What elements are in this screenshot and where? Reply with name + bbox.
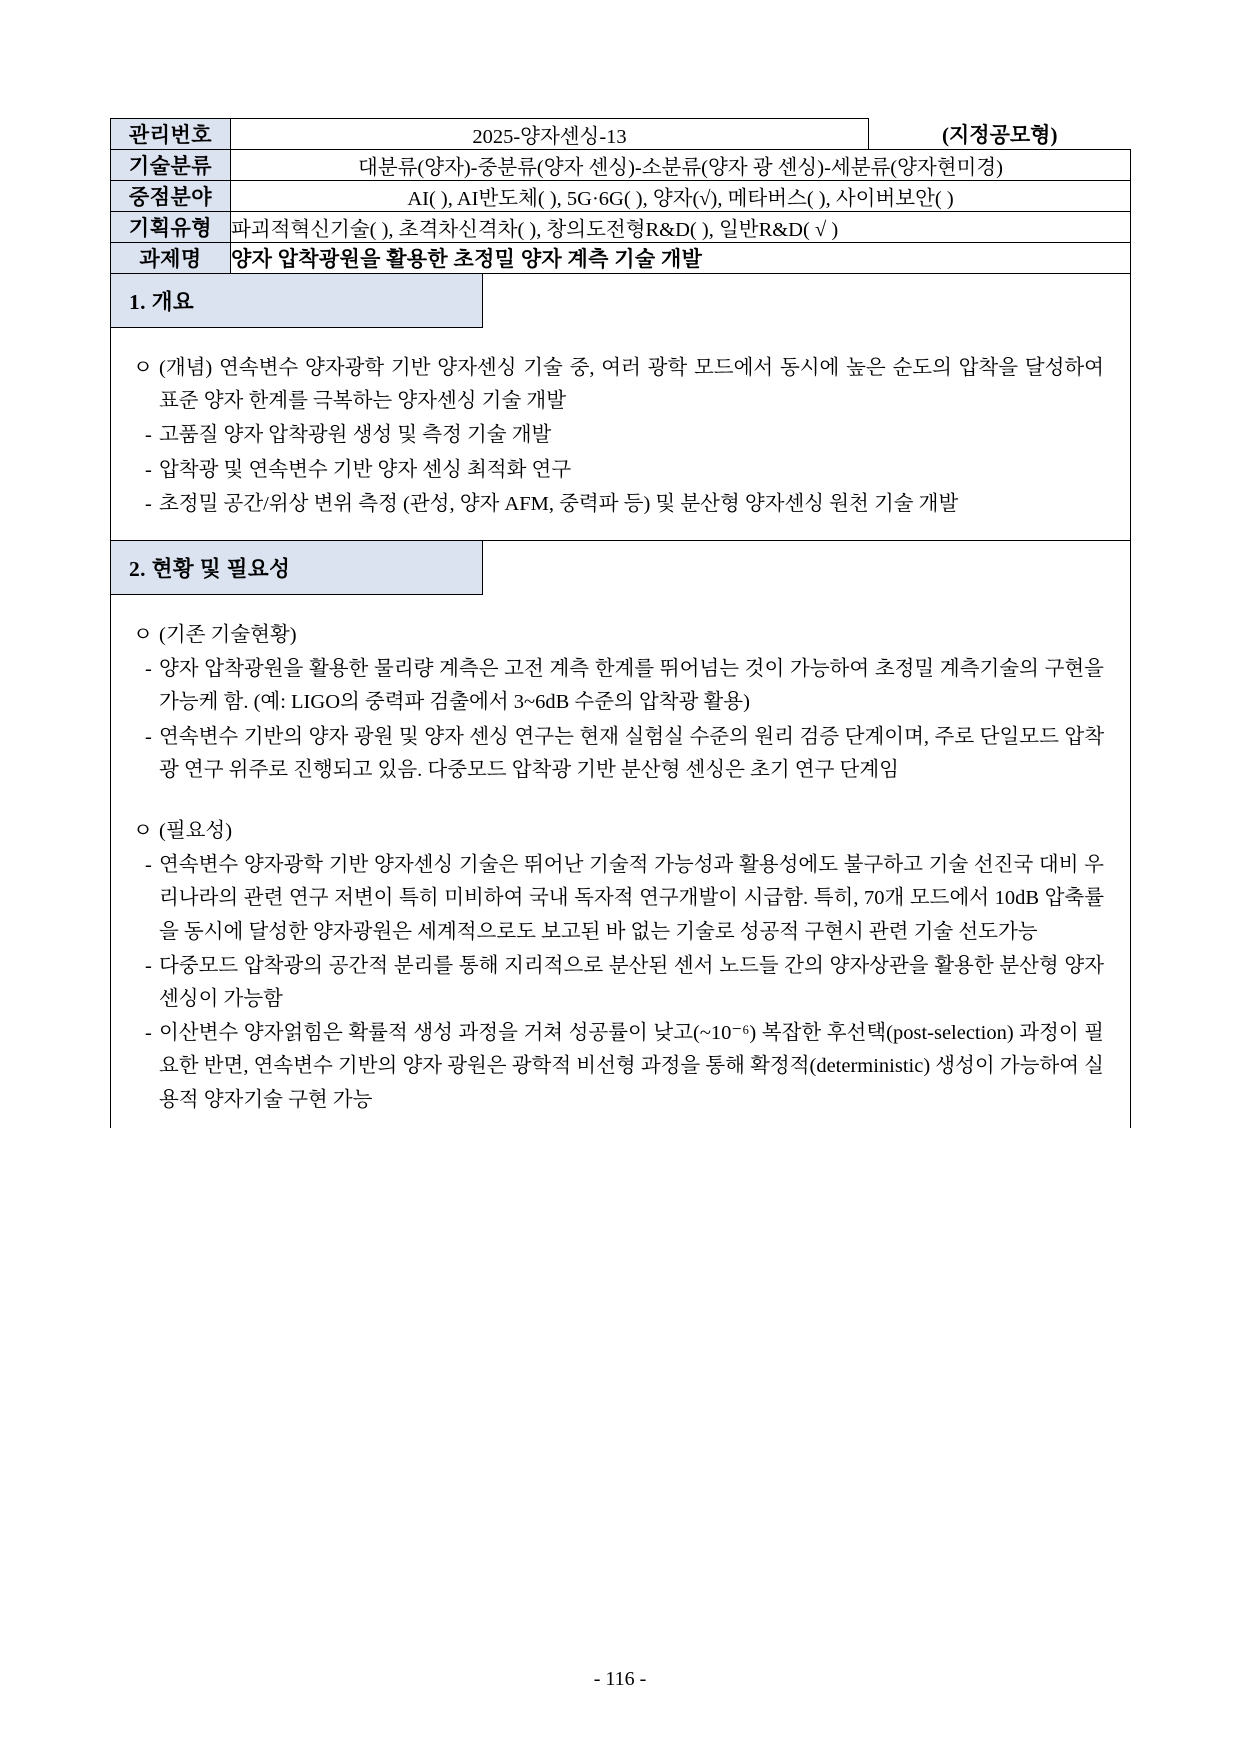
section-overview-title: 1. 개요: [111, 274, 483, 328]
table-row-focus-area: [111, 181, 1131, 212]
list-item-text: 연속변수 양자광학 기반 양자센싱 기술은 뛰어난 기술적 가능성과 활용성에도 불구하고 기술 선진국 대비 우리나라의 관련 연구 저변이 특히 미비하여 국내 독자적 연구개발이 시급함. 특히, 70개 모드에서 10dB 압축률을 동시에 달성한 양자광원은 세계적으로도 보고된 바 없는 기술로 성공적 구현시 관련 기술 선도가능: [159, 854, 1104, 943]
section-status-body: [111, 595, 1130, 1128]
bullet-marker: ㅇ: [133, 357, 153, 379]
table-row-section-status: [111, 541, 1131, 1128]
bullet-marker: -: [145, 458, 152, 481]
list-item: [133, 1017, 1104, 1117]
bullet-marker: -: [145, 954, 152, 977]
designation-label: (지정공모형): [942, 122, 1058, 147]
list-item: [133, 849, 1104, 949]
bullet-marker: -: [145, 854, 152, 877]
list-item-text: 압착광 및 연속변수 기반 양자 센싱 최적화 연구: [159, 458, 572, 481]
value-planning-type: 파괴적혁신기술( ), 초격차신격차( ), 창의도전형R&D( ), 일반R&D( √ ): [231, 212, 1131, 243]
list-item-text: 연속변수 기반의 양자 광원 및 양자 센싱 연구는 현재 실험실 수준의 원리 검증 단계이며, 주로 단일모드 압착광 연구 위주로 진행되고 있음. 다중모드 압착광 기반 분산형 센싱은 초기 연구 단계임: [159, 725, 1104, 781]
table-row-project-title: [111, 243, 1131, 274]
table-row-tech-classification: [111, 150, 1131, 181]
section-status-title: 2. 현황 및 필요성: [111, 541, 483, 595]
list-item-text: 고품질 양자 압착광원 생성 및 측정 기술 개발: [159, 424, 552, 447]
bullet-marker: -: [145, 1022, 152, 1045]
bullet-marker: [133, 788, 159, 814]
page-number: - 116 -: [593, 1668, 647, 1690]
list-item: [133, 619, 1104, 652]
list-item-text: 초정밀 공간/위상 변위 측정 (관성, 양자 AFM, 중력파 등) 및 분산형 양자센싱 원천 기술 개발: [159, 492, 959, 515]
section-overview: [111, 274, 1131, 541]
table-row-planning-type: [111, 212, 1131, 243]
section-overview-body: [111, 328, 1130, 540]
table-row-section-overview: [111, 274, 1131, 541]
project-info-table: [110, 118, 1131, 1128]
list-item: [133, 352, 1104, 418]
bullet-marker: -: [145, 725, 152, 748]
list-item-spacer: [133, 788, 1104, 814]
list-item: [133, 721, 1104, 787]
value-tech-classification: 대분류(양자)-중분류(양자 센싱)-소분류(양자 광 센싱)-세분류(양자현미경): [231, 150, 1131, 181]
list-item-text: (개념) 연속변수 양자광학 기반 양자센싱 기술 중, 여러 광학 모드에서 동시에 높은 순도의 압착을 달성하여 표준 양자 한계를 극복하는 양자센싱 기술 개발: [159, 357, 1104, 413]
bullet-marker: ㅇ: [133, 624, 153, 647]
list-item-text: 이산변수 양자얽힘은 확률적 생성 과정을 거쳐 성공률이 낮고(~10⁻⁶) 복잡한 후선택(post-selection) 과정이 필요한 반면, 연속변수 기반의 양자 광원은 광학적 비선형 과정을 통해 확정적(deterministic) 생성이 가능하여 실용적 양자기술 구현 가능: [159, 1022, 1104, 1111]
label-management-number: 관리번호: [111, 119, 231, 150]
section-status-necessity: [111, 541, 1131, 1128]
list-item: [133, 419, 1104, 452]
list-item-text: 양자 압착광원을 활용한 물리량 계측은 고전 계측 한계를 뛰어넘는 것이 가능하여 초정밀 계측기술의 구현을 가능케 함. (예: LIGO의 중력파 검출에서 3~6dB 수준의 압착광 활용): [159, 658, 1104, 714]
value-management-number: 2025-양자센싱-13: [231, 119, 869, 150]
list-item-text: 다중모드 압착광의 공간적 분리를 통해 지리적으로 분산된 센서 노드들 간의 양자상관을 활용한 분산형 양자 센싱이 가능함: [159, 954, 1104, 1011]
table-row-management-number: [111, 119, 1131, 150]
list-item-text: (기존 기술현황): [159, 624, 297, 647]
value-project-title: 양자 압착광원을 활용한 초정밀 양자 계측 기술 개발: [231, 243, 1131, 274]
designation-cell: [869, 119, 1131, 150]
bullet-marker: -: [145, 492, 152, 515]
label-tech-classification: 기술분류: [111, 150, 231, 181]
label-focus-area: 중점분야: [111, 181, 231, 212]
label-project-title: 과제명: [111, 243, 231, 274]
bullet-marker: -: [145, 658, 152, 681]
bullet-marker: ㅇ: [133, 820, 153, 843]
list-item: [133, 488, 1104, 521]
bullet-marker: -: [145, 424, 152, 447]
list-item: [133, 454, 1104, 487]
list-item: [133, 815, 1104, 848]
list-item: [133, 653, 1104, 719]
list-item-text: [159, 788, 1104, 814]
label-planning-type: 기획유형: [111, 212, 231, 243]
value-focus-area: AI( ), AI반도체( ), 5G·6G( ), 양자(√), 메타버스( ), 사이버보안( ): [231, 181, 1131, 212]
list-item-text: (필요성): [159, 820, 233, 843]
list-item: [133, 950, 1104, 1016]
